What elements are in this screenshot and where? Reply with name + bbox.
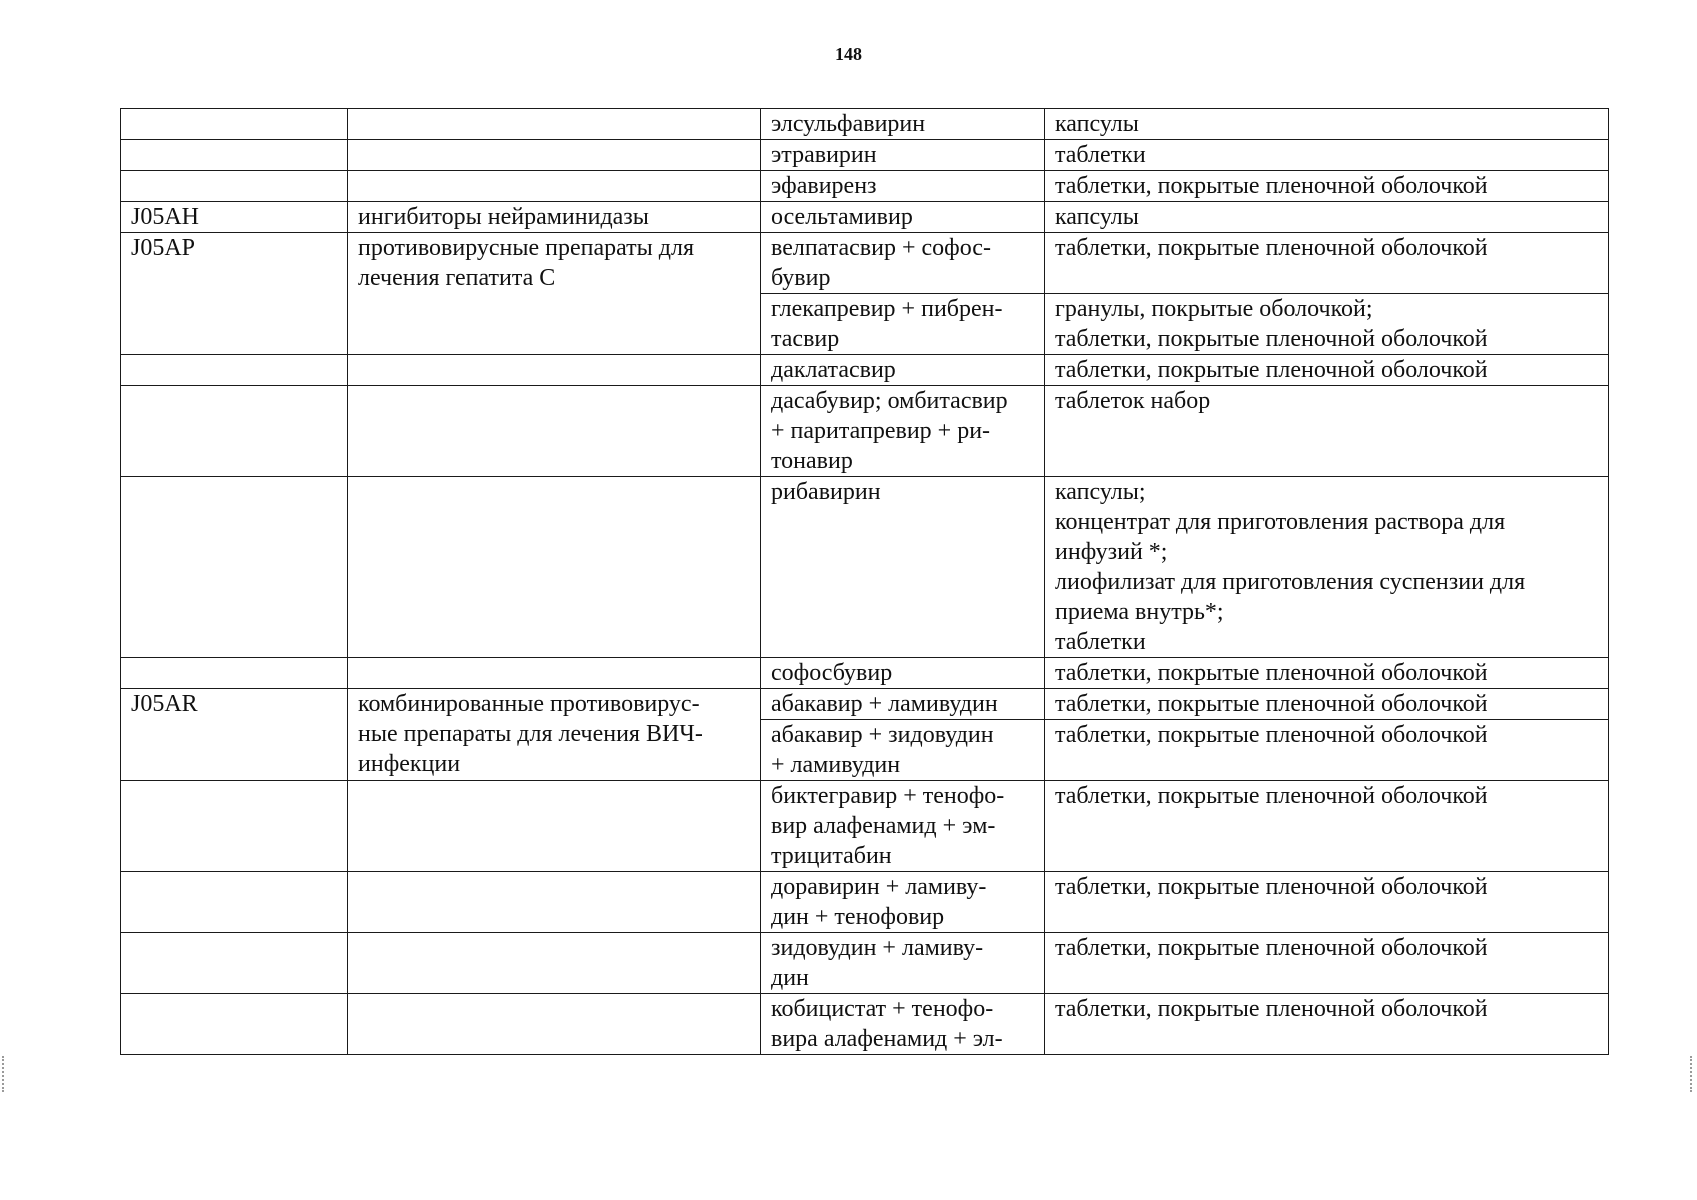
dosage-form-cell: таблетки, покрытые пленочной оболочкой: [1045, 658, 1609, 689]
table-row: [121, 355, 1609, 386]
atc-code-cell: [121, 355, 348, 386]
table-row: [121, 933, 1609, 994]
atc-code-cell: J05AH: [121, 202, 348, 233]
table-row: [121, 233, 1609, 294]
drug-name-cell: абакавир + ламивудин: [761, 689, 1045, 720]
drug-name-cell: этравирин: [761, 140, 1045, 171]
dosage-form-cell: гранулы, покрытые оболочкой; таблетки, покрытые пленочной оболочкой: [1045, 294, 1609, 355]
dosage-form-cell: таблетки, покрытые пленочной оболочкой: [1045, 355, 1609, 386]
drug-group-cell: [348, 994, 761, 1055]
atc-code-cell: [121, 477, 348, 658]
drug-group-cell: [348, 355, 761, 386]
drug-name-cell: кобицистат + тенофо- вира алафенамид + эл-: [761, 994, 1045, 1055]
atc-code-cell: [121, 140, 348, 171]
dosage-form-cell: капсулы; концентрат для приготовления раствора для инфузий *; лиофилизат для приготовления суспензии для приема внутрь*; таблетки: [1045, 477, 1609, 658]
dosage-form-cell: таблетки, покрытые пленочной оболочкой: [1045, 720, 1609, 781]
drug-name-cell: доравирин + ламиву- дин + тенофовир: [761, 872, 1045, 933]
drug-name-cell: осельтамивир: [761, 202, 1045, 233]
table-row: [121, 658, 1609, 689]
atc-code-cell: [121, 933, 348, 994]
dosage-form-cell: таблеток набор: [1045, 386, 1609, 477]
drug-name-cell: элсульфавирин: [761, 109, 1045, 140]
table-row: [121, 781, 1609, 872]
table-row: [121, 872, 1609, 933]
drug-table-container: [120, 108, 1608, 1055]
drug-group-cell: [348, 171, 761, 202]
drug-name-cell: рибавирин: [761, 477, 1045, 658]
drug-name-cell: даклатасвир: [761, 355, 1045, 386]
dosage-form-cell: таблетки, покрытые пленочной оболочкой: [1045, 933, 1609, 994]
drug-group-cell: [348, 109, 761, 140]
drug-table: [120, 108, 1609, 1055]
dosage-form-cell: таблетки, покрытые пленочной оболочкой: [1045, 781, 1609, 872]
table-row: [121, 994, 1609, 1055]
drug-group-cell: [348, 933, 761, 994]
drug-group-cell: [348, 658, 761, 689]
drug-name-cell: абакавир + зидовудин + ламивудин: [761, 720, 1045, 781]
atc-code-cell: [121, 994, 348, 1055]
table-row: [121, 689, 1609, 720]
drug-name-cell: велпатасвир + софос- бувир: [761, 233, 1045, 294]
dosage-form-cell: таблетки: [1045, 140, 1609, 171]
dosage-form-cell: таблетки, покрытые пленочной оболочкой: [1045, 233, 1609, 294]
dosage-form-cell: таблетки, покрытые пленочной оболочкой: [1045, 171, 1609, 202]
table-row: [121, 202, 1609, 233]
table-row: [121, 386, 1609, 477]
drug-name-cell: глекапревир + пибрен- тасвир: [761, 294, 1045, 355]
drug-group-cell: комбинированные противовирус- ные препараты для лечения ВИЧ- инфекции: [348, 689, 761, 781]
drug-name-cell: эфавиренз: [761, 171, 1045, 202]
drug-name-cell: софосбувир: [761, 658, 1045, 689]
drug-group-cell: [348, 872, 761, 933]
table-row: [121, 109, 1609, 140]
atc-code-cell: [121, 658, 348, 689]
atc-code-cell: [121, 781, 348, 872]
drug-group-cell: противовирусные препараты для лечения гепатита С: [348, 233, 761, 355]
drug-name-cell: зидовудин + ламиву- дин: [761, 933, 1045, 994]
dosage-form-cell: капсулы: [1045, 202, 1609, 233]
dosage-form-cell: таблетки, покрытые пленочной оболочкой: [1045, 872, 1609, 933]
right-margin-mark: [1690, 1056, 1694, 1092]
dosage-form-cell: таблетки, покрытые пленочной оболочкой: [1045, 689, 1609, 720]
atc-code-cell: [121, 171, 348, 202]
drug-name-cell: дасабувир; омбитасвир + паритапревир + ри- тонавир: [761, 386, 1045, 477]
table-row: [121, 171, 1609, 202]
table-row: [121, 477, 1609, 658]
drug-group-cell: [348, 386, 761, 477]
left-margin-mark: [2, 1056, 6, 1092]
atc-code-cell: J05AP: [121, 233, 348, 355]
drug-group-cell: [348, 140, 761, 171]
drug-group-cell: [348, 477, 761, 658]
atc-code-cell: [121, 386, 348, 477]
drug-name-cell: биктегравир + тенофо- вир алафенамид + эм- трицитабин: [761, 781, 1045, 872]
drug-group-cell: ингибиторы нейраминидазы: [348, 202, 761, 233]
dosage-form-cell: капсулы: [1045, 109, 1609, 140]
atc-code-cell: [121, 109, 348, 140]
atc-code-cell: [121, 872, 348, 933]
table-row: [121, 140, 1609, 171]
atc-code-cell: J05AR: [121, 689, 348, 781]
page-number: 148: [835, 44, 862, 64]
drug-group-cell: [348, 781, 761, 872]
dosage-form-cell: таблетки, покрытые пленочной оболочкой: [1045, 994, 1609, 1055]
